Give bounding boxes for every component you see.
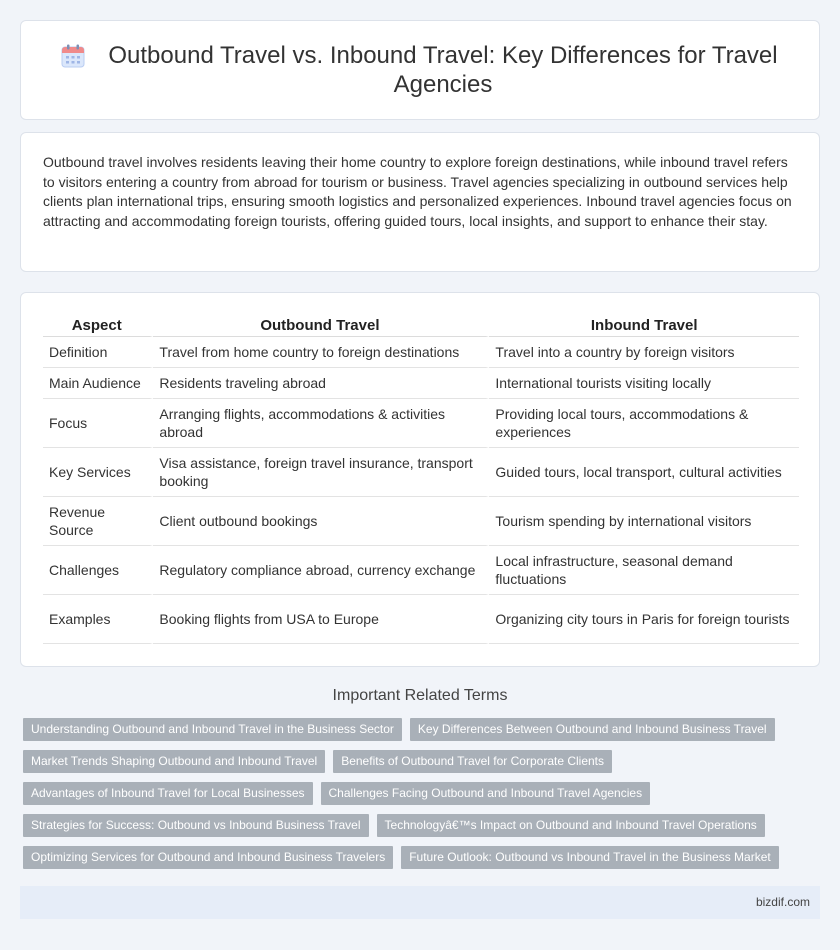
table-cell-inbound: Tourism spending by international visitors	[489, 497, 799, 546]
related-term-tag[interactable]: Future Outlook: Outbound vs Inbound Travel in the Business Market	[401, 846, 779, 869]
table-cell-outbound: Residents traveling abroad	[153, 368, 489, 399]
related-term-tag[interactable]: Market Trends Shaping Outbound and Inbound Travel	[23, 750, 325, 773]
footer-site-link[interactable]: bizdif.com	[755, 895, 810, 909]
comparison-table	[43, 311, 799, 644]
table-row	[43, 337, 799, 368]
table-row	[43, 497, 799, 546]
calendar-icon	[60, 43, 86, 69]
page-title: Outbound Travel vs. Inbound Travel: Key Differences for Travel Agencies	[108, 42, 778, 98]
related-term-tag[interactable]: Understanding Outbound and Inbound Travel in the Business Sector	[23, 718, 402, 741]
intro-paragraph: Outbound travel involves residents leaving their home country to explore foreign destinations, while inbound travel refers to visitors entering a country from abroad for tourism or business. Travel agencies specializing in outbound services help clients plan international trips, ensuring smooth logistics and personalized experiences. Inbound travel agencies focus on attracting and accommodating foreign tourists, offering guided tours, local insights, and support to enhance their stay.	[43, 154, 792, 229]
related-term-tag[interactable]: Challenges Facing Outbound and Inbound Travel Agencies	[321, 782, 651, 805]
table-cell-outbound: Visa assistance, foreign travel insurance, transport booking	[153, 448, 489, 497]
column-header-outbound: Outbound Travel	[153, 311, 489, 337]
table-cell-inbound: Local infrastructure, seasonal demand fluctuations	[489, 546, 799, 595]
table-row	[43, 546, 799, 595]
related-terms-section	[20, 687, 820, 878]
table-cell-aspect: Revenue Source	[43, 497, 153, 546]
related-term-tag[interactable]: Optimizing Services for Outbound and Inbound Business Travelers	[23, 846, 393, 869]
related-terms-tags	[20, 718, 820, 878]
table-row	[43, 595, 799, 644]
table-cell-aspect: Challenges	[43, 546, 153, 595]
table-cell-inbound: Travel into a country by foreign visitors	[489, 337, 799, 368]
table-cell-outbound: Client outbound bookings	[153, 497, 489, 546]
column-header-inbound: Inbound Travel	[489, 311, 799, 337]
comparison-card	[20, 292, 820, 667]
column-header-aspect: Aspect	[43, 311, 153, 337]
table-cell-aspect: Definition	[43, 337, 153, 368]
related-term-tag[interactable]: Technologyâ€™s Impact on Outbound and Inbound Travel Operations	[377, 814, 765, 837]
table-cell-aspect: Key Services	[43, 448, 153, 497]
table-cell-inbound: International tourists visiting locally	[489, 368, 799, 399]
title-card	[20, 20, 820, 120]
table-cell-outbound: Booking flights from USA to Europe	[153, 595, 489, 644]
table-cell-aspect: Main Audience	[43, 368, 153, 399]
related-term-tag[interactable]: Benefits of Outbound Travel for Corporate Clients	[333, 750, 612, 773]
table-row	[43, 448, 799, 497]
table-cell-inbound: Organizing city tours in Paris for foreign tourists	[489, 595, 799, 644]
related-term-tag[interactable]: Advantages of Inbound Travel for Local Businesses	[23, 782, 313, 805]
table-row	[43, 399, 799, 448]
related-term-tag[interactable]: Key Differences Between Outbound and Inbound Business Travel	[410, 718, 775, 741]
table-row	[43, 368, 799, 399]
table-cell-aspect: Focus	[43, 399, 153, 448]
related-term-tag[interactable]: Strategies for Success: Outbound vs Inbound Business Travel	[23, 814, 369, 837]
related-terms-heading: Important Related Terms	[332, 687, 508, 704]
table-cell-outbound: Arranging flights, accommodations & activities abroad	[153, 399, 489, 448]
intro-card	[20, 132, 820, 272]
table-cell-inbound: Providing local tours, accommodations & experiences	[489, 399, 799, 448]
table-cell-outbound: Travel from home country to foreign destinations	[153, 337, 489, 368]
table-cell-aspect: Examples	[43, 595, 153, 644]
table-cell-inbound: Guided tours, local transport, cultural activities	[489, 448, 799, 497]
table-cell-outbound: Regulatory compliance abroad, currency exchange	[153, 546, 489, 595]
footer	[20, 886, 820, 919]
table-header-row	[43, 311, 799, 337]
title-wrap	[60, 41, 780, 99]
